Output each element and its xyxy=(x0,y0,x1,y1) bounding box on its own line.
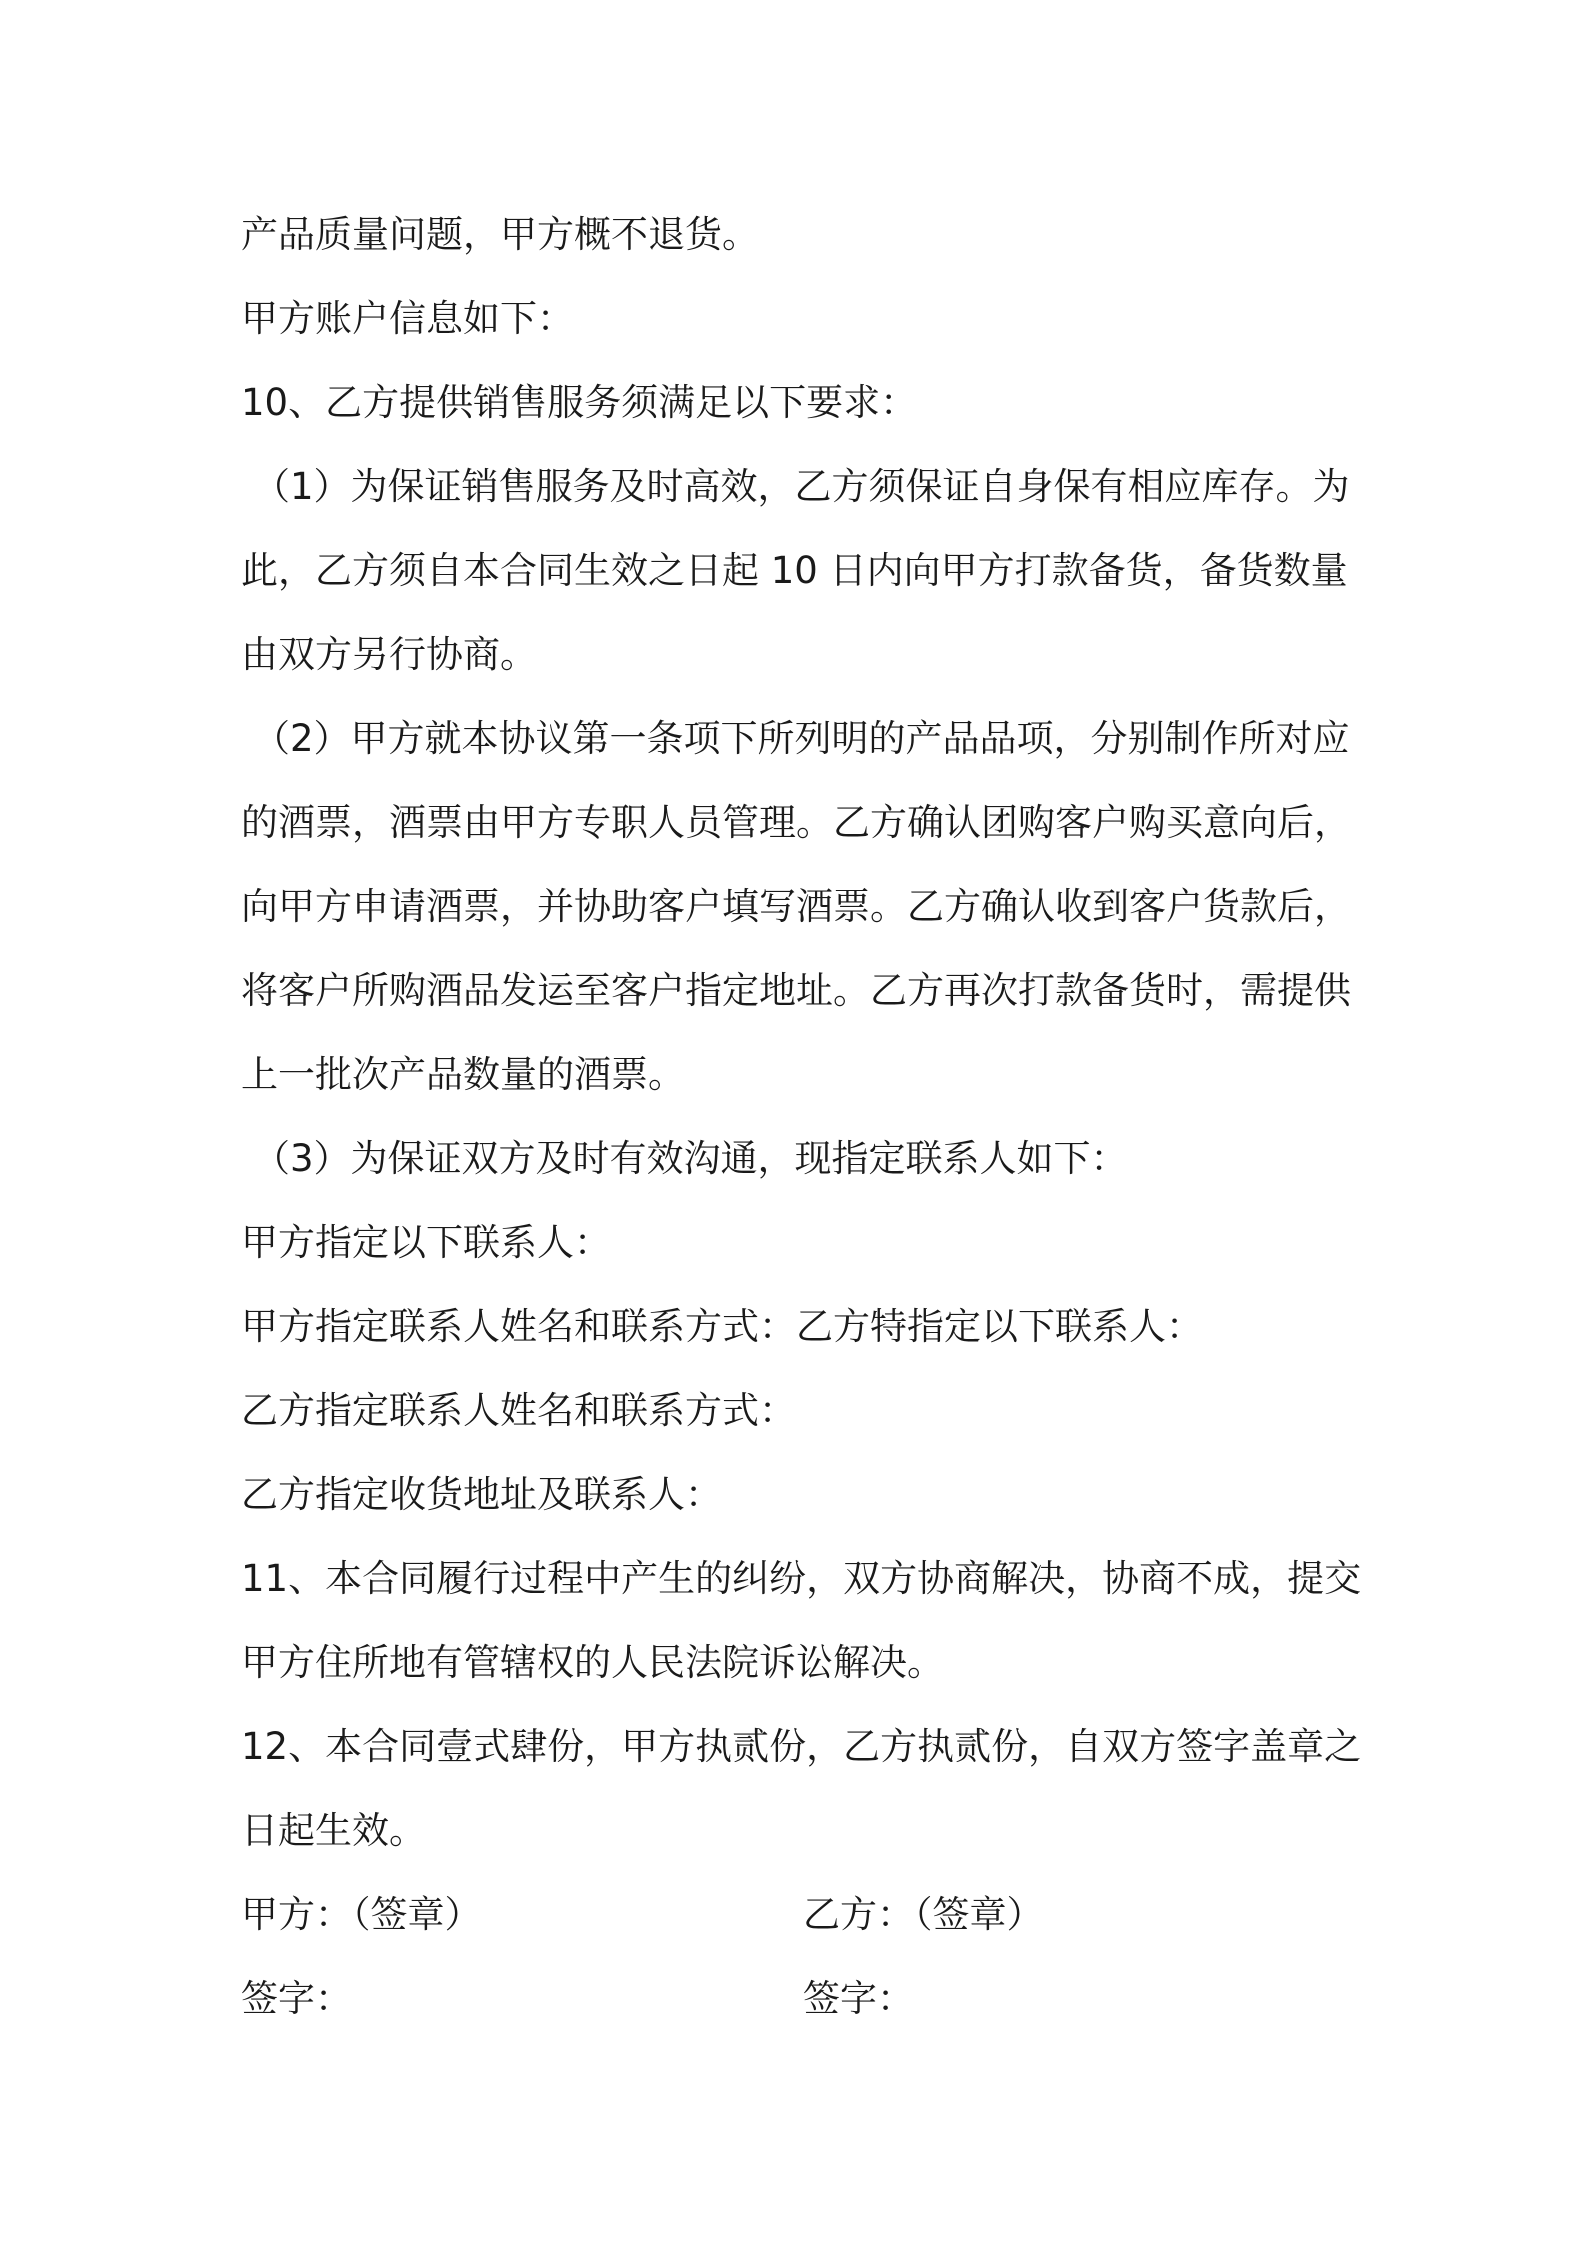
clause-12: 12、本合同壹式肆份，甲方执贰份，乙方执贰份，自双方签字盖章之 xyxy=(241,1725,1362,1768)
text-line: 甲方账户信息如下： xyxy=(241,297,574,340)
text-line: 乙方指定联系人姓名和联系方式： xyxy=(241,1389,796,1432)
clause-10-heading: 10、乙方提供销售服务须满足以下要求： xyxy=(241,381,918,424)
contract-body xyxy=(241,193,1361,2041)
text-line: 产品质量问题，甲方概不退货。 xyxy=(241,213,759,256)
party-a-signature-label: 签字： xyxy=(241,1977,352,2020)
clause-10-item-2: （2）甲方就本协议第一条项下所列明的产品品项，分别制作所对应 xyxy=(253,717,1350,760)
clause-11: 11、本合同履行过程中产生的纠纷，双方协商解决，协商不成，提交 xyxy=(241,1557,1362,1600)
text-line: 的酒票，酒票由甲方专职人员管理。乙方确认团购客户购买意向后， xyxy=(241,801,1351,844)
party-b-seal-label: 乙方：（签章） xyxy=(803,1893,1044,1936)
text-line: 上一批次产品数量的酒票。 xyxy=(241,1053,685,1096)
text-line: 乙方指定收货地址及联系人： xyxy=(241,1473,722,1516)
text-line: 甲方住所地有管辖权的人民法院诉讼解决。 xyxy=(241,1641,944,1684)
clause-10-item-3: （3）为保证双方及时有效沟通，现指定联系人如下： xyxy=(253,1137,1128,1180)
text-line: 由双方另行协商。 xyxy=(241,633,537,676)
seal-row xyxy=(241,1873,1361,1957)
clause-10-item-1: （1）为保证销售服务及时高效，乙方须保证自身保有相应库存。为 xyxy=(253,465,1350,508)
signature-row xyxy=(241,1957,1361,2041)
text-line: 甲方指定以下联系人： xyxy=(241,1221,611,1264)
text-line: 甲方指定联系人姓名和联系方式：乙方特指定以下联系人： xyxy=(241,1305,1203,1348)
text-line: 向甲方申请酒票，并协助客户填写酒票。乙方确认收到客户货款后， xyxy=(241,885,1351,928)
text-line: 日起生效。 xyxy=(241,1809,426,1852)
party-a-seal-label: 甲方：（签章） xyxy=(241,1893,482,1936)
text-line: 将客户所购酒品发运至客户指定地址。乙方再次打款备货时，需提供 xyxy=(241,969,1351,1012)
text-line: 此，乙方须自本合同生效之日起 10 日内向甲方打款备货，备货数量 xyxy=(241,549,1348,592)
party-b-signature-label: 签字： xyxy=(803,1977,914,2020)
